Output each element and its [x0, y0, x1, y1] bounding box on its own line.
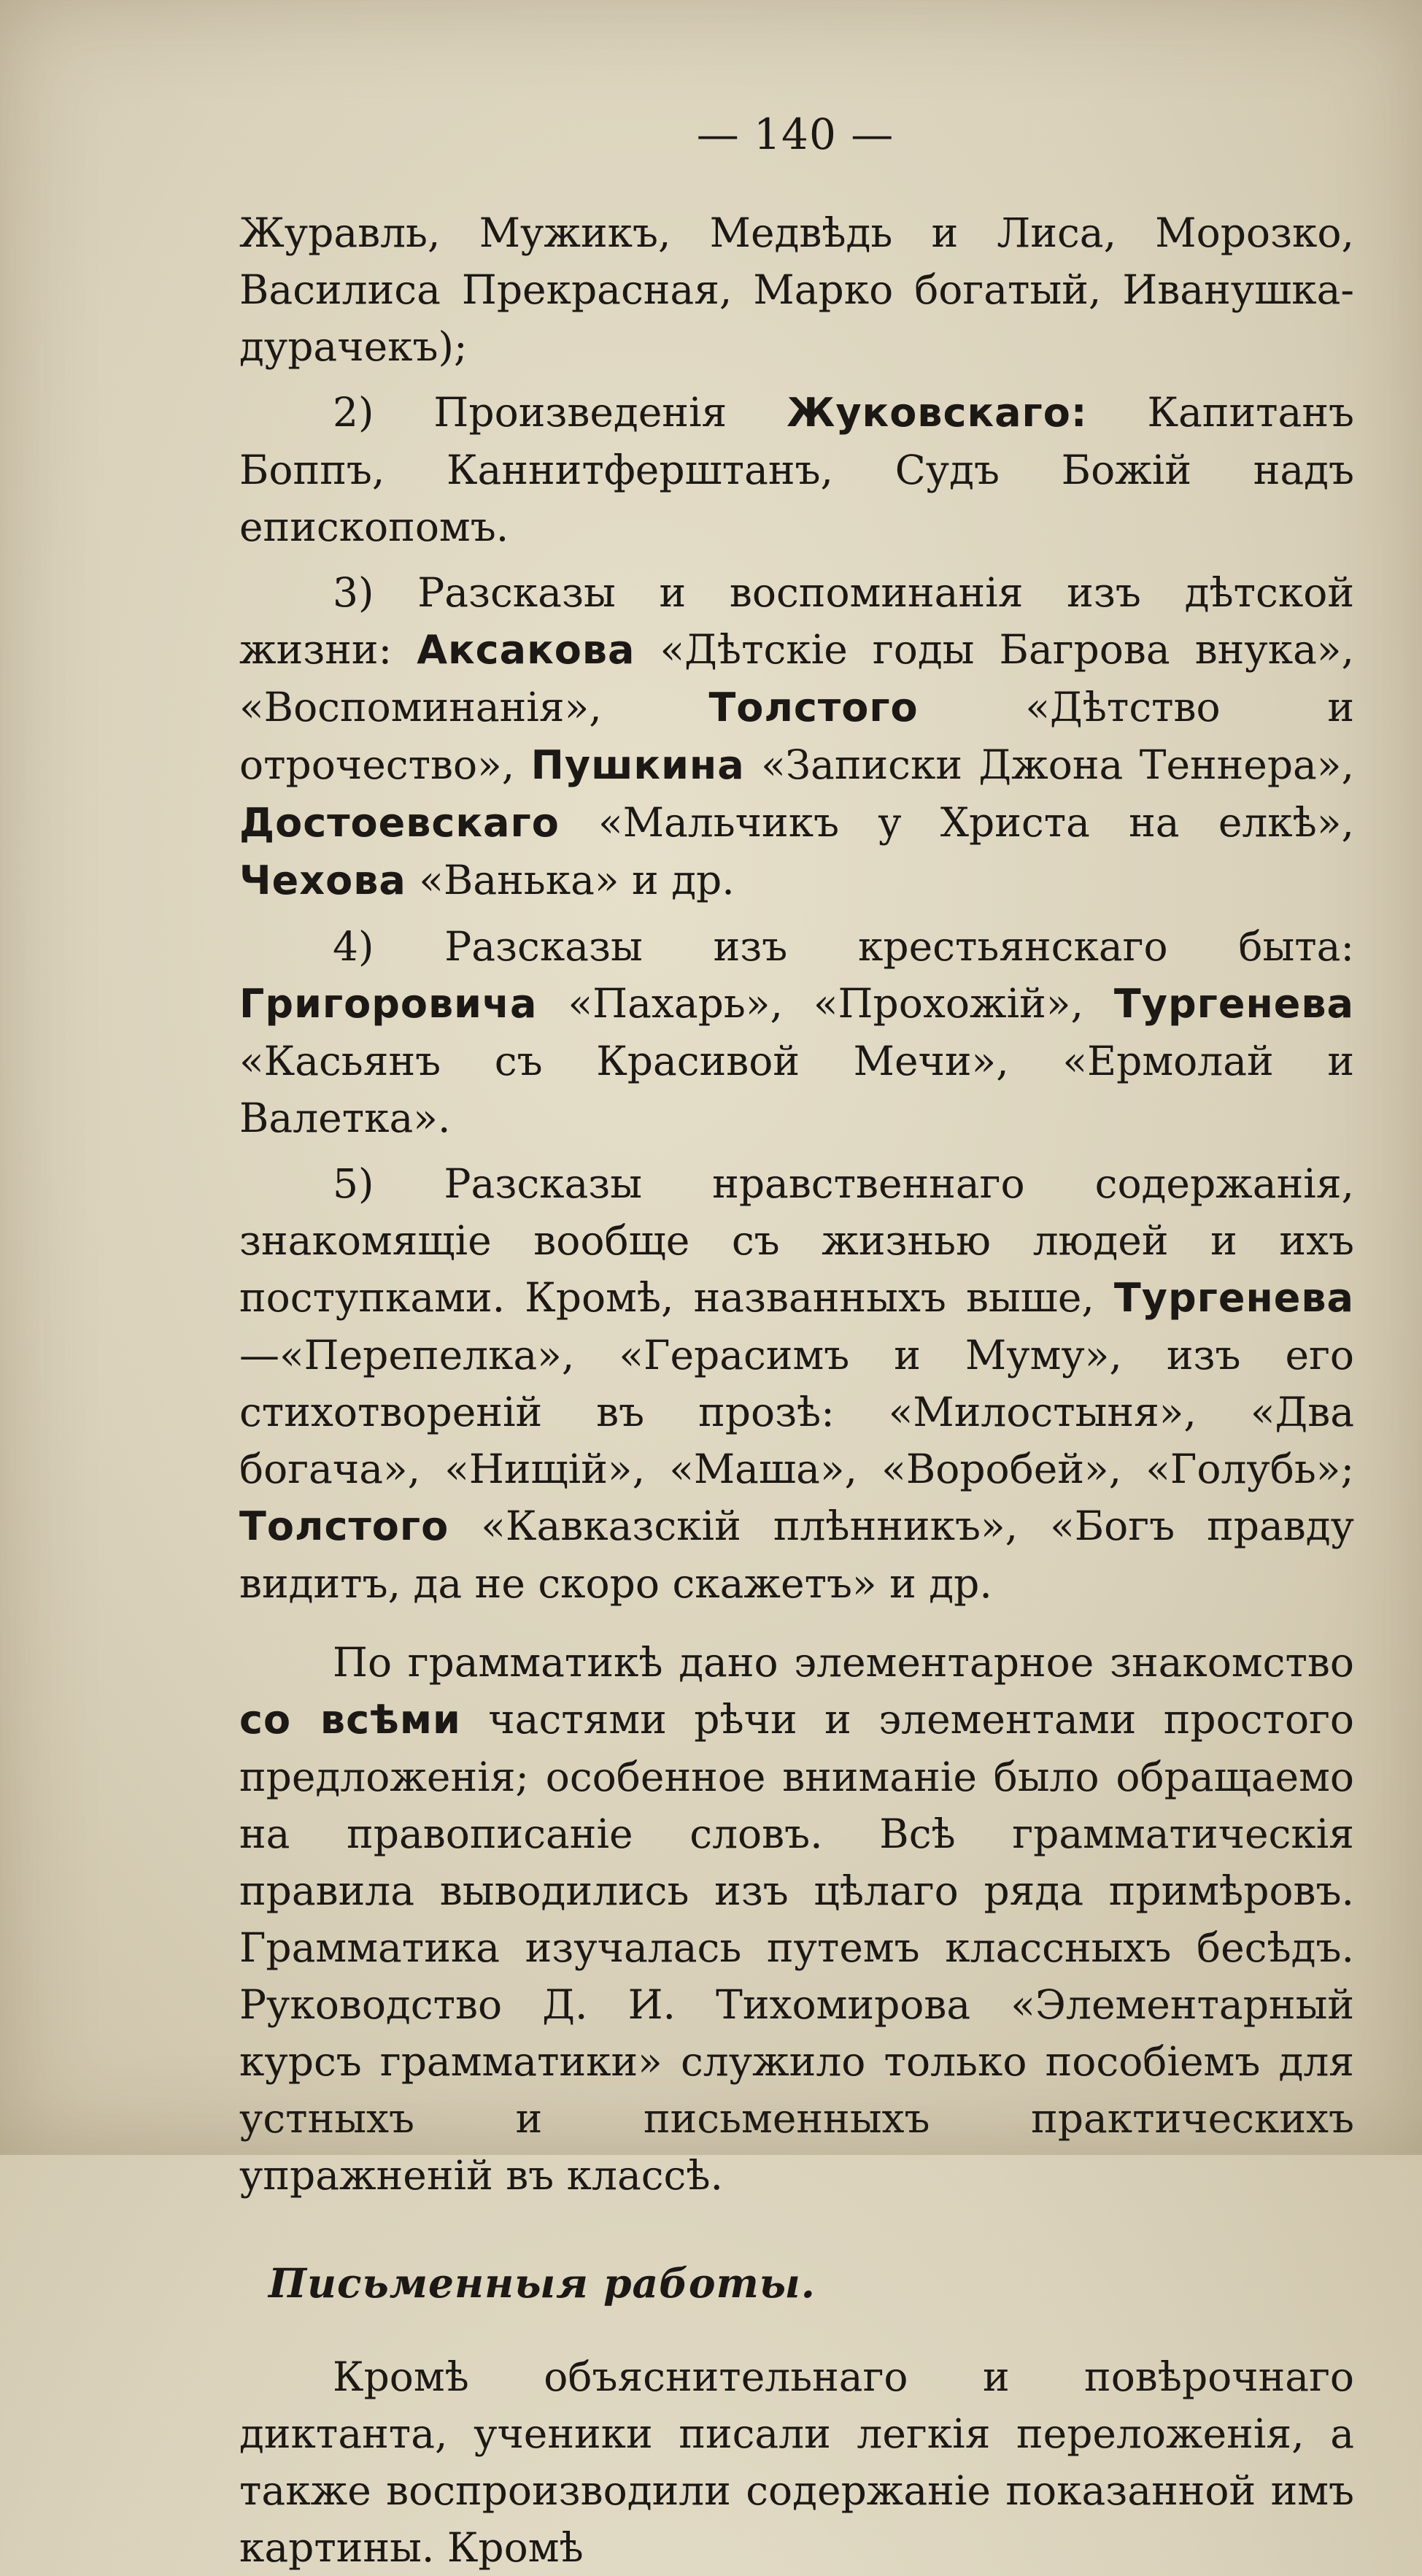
- paragraph-4-text-c: «Пахарь», «Прохожій»,: [537, 980, 1114, 1027]
- author-name-turgenev-2: Тургенева: [1113, 1275, 1354, 1321]
- paragraph-4: [239, 918, 1354, 1146]
- author-name-zhukovsky: Жуковскаго:: [787, 390, 1088, 436]
- paragraph-5-text-c: —«Перепелка», «Герасимъ и Муму», изъ его стихотвореній въ прозѣ: «Милостыня», «Два богача», «Нищій», «Маша», «Воробей», «Голубь»;: [239, 1332, 1354, 1492]
- paragraph-3: [239, 564, 1354, 909]
- paragraph-5-text-e: «Кавказскій плѣнникъ», «Богъ правду видитъ, да не скоро скажетъ» и др.: [239, 1503, 1354, 1607]
- section-heading: Письменныя работы.: [268, 2259, 816, 2307]
- paragraph-6-text-a: По грамматикѣ дано элементарное знакомство: [333, 1639, 1354, 1686]
- paragraph-5-text-a: 5) Разсказы нравственнаго содержанія, знакомящіе вообще съ жизнью людей и ихъ поступками. Кромѣ, названныхъ выше,: [239, 1160, 1354, 1321]
- paragraph-4-text-e: «Касьянъ съ Красивой Мечи», «Ермолай и Валетка».: [239, 1038, 1354, 1141]
- author-name-chekhov: Чехова: [239, 857, 406, 903]
- paragraph-3-text-i: «Мальчикъ у Христа на елкѣ»,: [559, 799, 1354, 846]
- author-name-aksakov: Аксакова: [417, 627, 635, 673]
- paragraph-1: Журавль, Мужикъ, Медвѣдь и Лиса, Морозко, Василиса Прекрасная, Марко богатый, Иванушка-дурачекъ);: [239, 209, 1354, 370]
- paragraph-3-text-g: «Записки Джона Теннера»,: [744, 741, 1354, 788]
- paragraph-6-text-c: частями рѣчи и элементами простого предложенія; особенное вниманіе было обращаемо на правописаніе словъ. Всѣ грамматическія правила выводились изъ цѣлаго ряда примѣровъ. Грамматика изучалась путемъ классныхъ бесѣдъ. Руководство Д. И. Тихомирова «Элементарный курсъ грамматики» служило только пособіемъ для устныхъ и письменныхъ практическихъ упражненій въ классѣ.: [239, 1696, 1354, 2199]
- author-name-pushkin: Пушкина: [530, 742, 745, 788]
- page-number: — 140 —: [696, 109, 894, 159]
- paragraph-5: [239, 1155, 1354, 1612]
- paragraph-3-text-a: 3) Разсказы и воспоминанія изъ дѣтской жизни:: [239, 569, 1354, 673]
- author-name-turgenev: Тургенева: [1113, 981, 1354, 1027]
- paragraph-grammar: [239, 1634, 1354, 2204]
- author-name-tolstoy: Толстого: [708, 685, 919, 730]
- page-body: [239, 204, 1354, 2576]
- author-name-tolstoy-2: Толстого: [239, 1503, 449, 1549]
- paragraph-4-text-a: 4) Разсказы изъ крестьянскаго быта:: [333, 923, 1354, 970]
- paragraph-2-text-a: 2) Произведенія: [333, 389, 787, 436]
- paragraph-written-work: Кромѣ объяснительнаго и повѣрочнаго диктанта, ученики писали легкія переложенія, а также воспроизводили содержаніе показанной имъ картины. Кромѣ: [239, 2353, 1354, 2571]
- paragraph-2: [239, 384, 1354, 555]
- paragraph-2-text-c: Капитанъ Боппъ, Каннитферштанъ, Судъ Божій надъ епископомъ.: [239, 389, 1354, 550]
- author-name-dostoevsky: Достоевскаго: [239, 800, 560, 846]
- author-name-grigorovich: Григоровича: [239, 981, 538, 1027]
- emphasis-so-vsemi: со всѣми: [239, 1697, 461, 1743]
- paragraph-3-text-k: «Ванька» и др.: [406, 857, 735, 903]
- paragraph-3-text-e: «Дѣтство и отрочество»,: [239, 684, 1354, 788]
- paragraph-3-text-c: «Дѣтскіе годы Багрова внука», «Воспоминанія»,: [239, 626, 1354, 730]
